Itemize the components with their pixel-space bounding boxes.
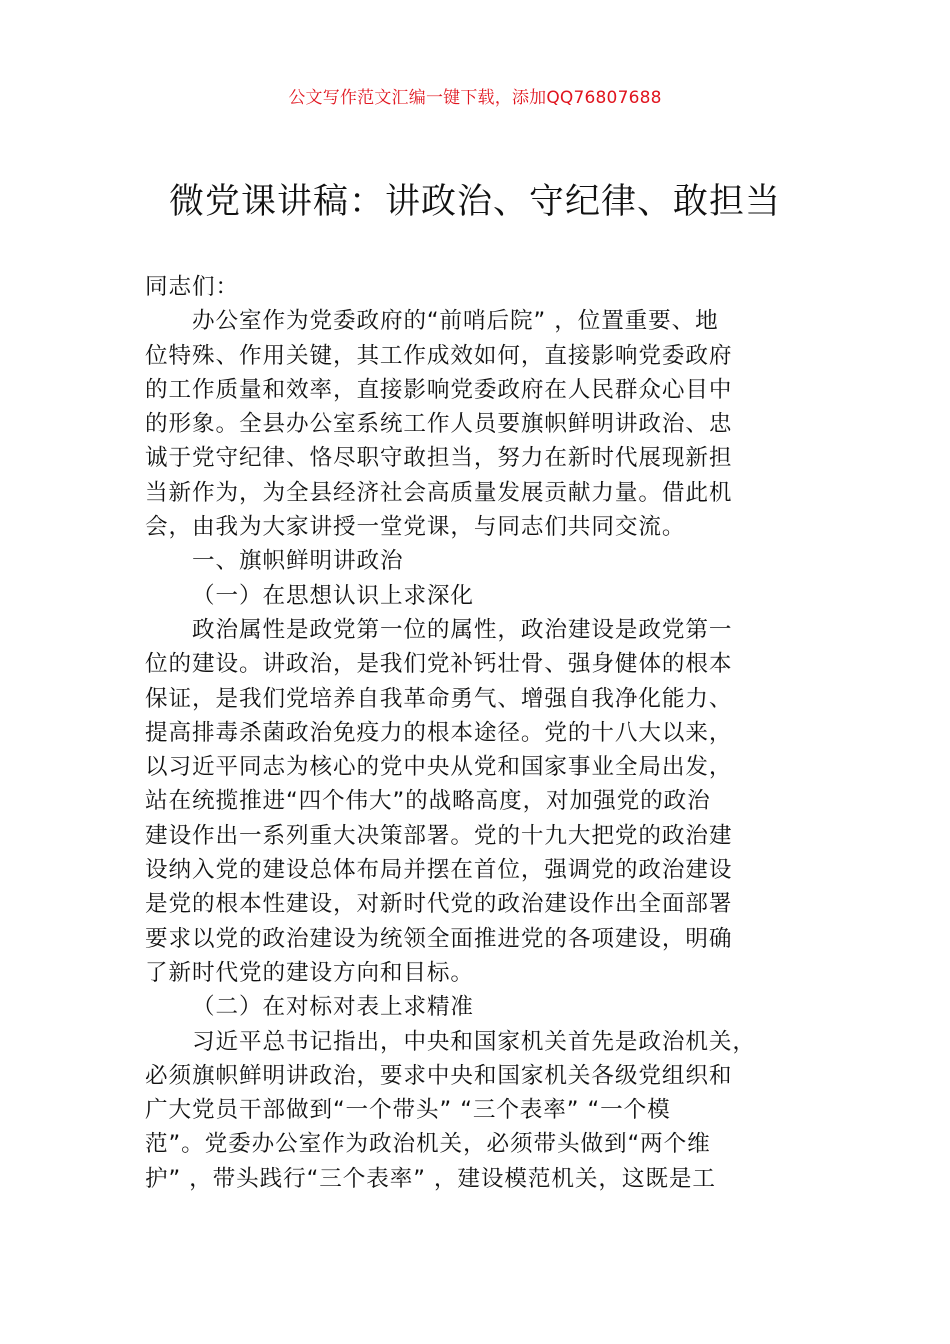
- section-heading-1: 一、旗帜鲜明讲政治: [192, 548, 404, 575]
- paragraph-line: 的形象。全县办公室系统工作人员要旗帜鲜明讲政治、忠: [145, 411, 733, 438]
- paragraph-line: 要求以党的政治建设为统领全面推进党的各项建设，明确: [145, 925, 733, 952]
- paragraph-line: 办公室作为党委政府的“前哨后院” ，位置重要、地: [192, 308, 719, 335]
- paragraph-line: 诚于党守纪律、恪尽职守敢担当，努力在新时代展现新担: [145, 445, 733, 472]
- paragraph-line: 建设作出一系列重大决策部署。党的十九大把党的政治建: [145, 822, 733, 849]
- paragraph-line: 提高排毒杀菌政治免疫力的根本途径。党的十八大以来，: [145, 719, 733, 746]
- document-body: [145, 270, 845, 1196]
- paragraph-line: 广大党员干部做到“一个带头” “三个表率” “一个模: [145, 1097, 671, 1124]
- paragraph-line: 保证，是我们党培养自我革命勇气、增强自我净化能力、: [145, 685, 733, 712]
- paragraph-line: 位的建设。讲政治，是我们党补钙壮骨、强身健体的根本: [145, 651, 733, 678]
- paragraph-line: 当新作为，为全县经济社会高质量发展贡献力量。借此机: [145, 479, 733, 506]
- paragraph-line: 是党的根本性建设，对新时代党的政治建设作出全面部署: [145, 891, 733, 918]
- paragraph-line: 护” ，带头践行“三个表率” ，建设模范机关，这既是工: [145, 1165, 716, 1192]
- paragraph-line: 设纳入党的建设总体布局并摆在首位，强调党的政治建设: [145, 857, 733, 884]
- paragraph-line: 范”。党委办公室作为政治机关，必须带头做到“两个维: [145, 1131, 711, 1158]
- subsection-heading-1: （一）在思想认识上求深化: [192, 582, 474, 609]
- paragraph-line: 必须旗帜鲜明讲政治，要求中央和国家机关各级党组织和: [145, 1062, 733, 1089]
- paragraph-line: 的工作质量和效率，直接影响党委政府在人民群众心目中: [145, 376, 733, 403]
- header-download-note: 公文写作范文汇编一键下载，添加QQ76807688: [288, 88, 662, 108]
- subsection-heading-2: （二）在对标对表上求精准: [192, 994, 474, 1021]
- paragraph-line: 站在统揽推进“四个伟大”的战略高度，对加强党的政治: [145, 788, 711, 815]
- salutation: 同志们：: [145, 274, 239, 300]
- paragraph-line: 会，由我为大家讲授一堂党课，与同志们共同交流。: [145, 514, 686, 541]
- paragraph-line: 以习近平同志为核心的党中央从党和国家事业全局出发，: [145, 754, 733, 781]
- paragraph-line: 政治属性是政党第一位的属性，政治建设是政党第一: [192, 616, 733, 643]
- paragraph-line: 了新时代党的建设方向和目标。: [145, 959, 474, 986]
- paragraph-line: 习近平总书记指出，中央和国家机关首先是政治机关，: [192, 1028, 756, 1055]
- paragraph-line: 位特殊、作用关键，其工作成效如何，直接影响党委政府: [145, 342, 733, 369]
- document-title: 微党课讲稿：讲政治、守纪律、敢担当: [168, 182, 781, 222]
